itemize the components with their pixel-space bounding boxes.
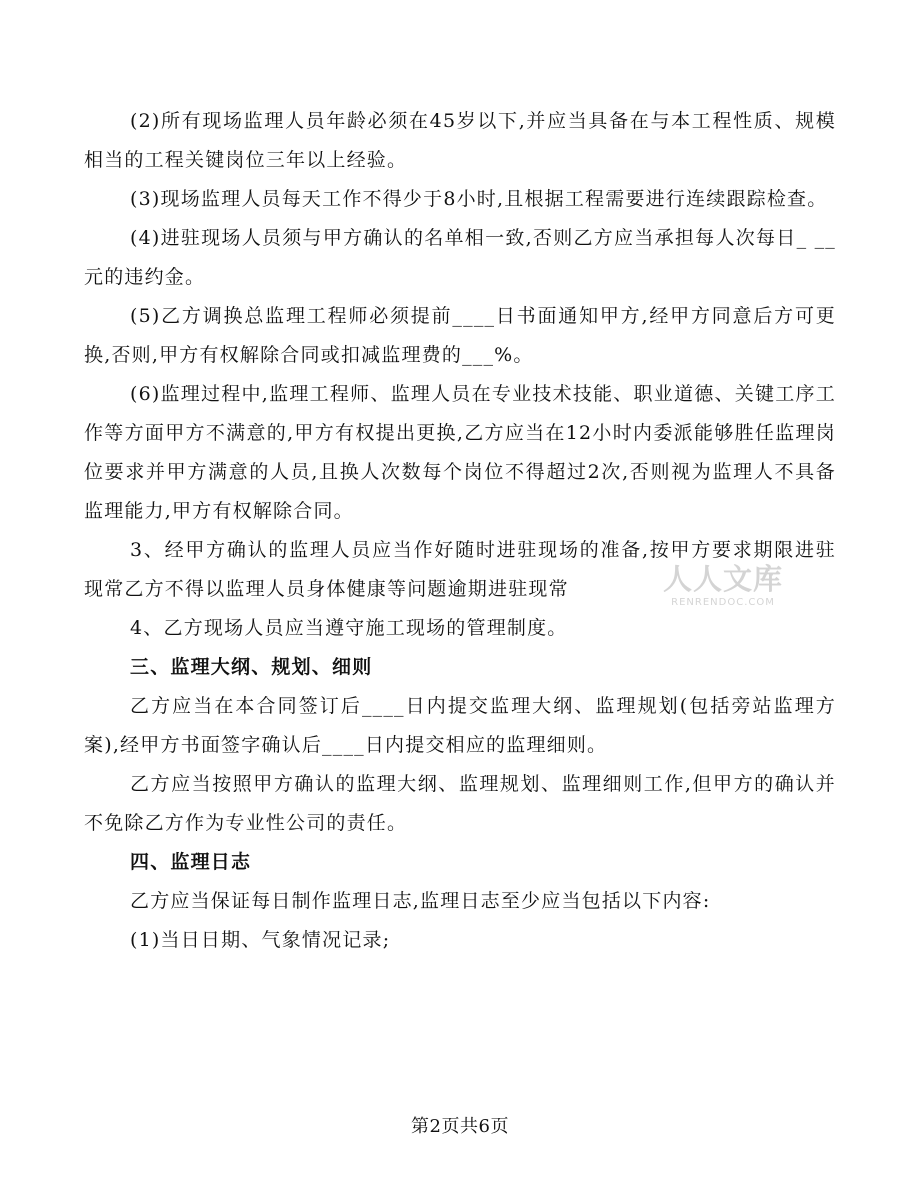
paragraph-outline-submission: 乙方应当在本合同签订后____日内提交监理大纲、监理规划(包括旁站监理方案),经甲方书面签字确认后____日内提交相应的监理细则。 xyxy=(84,695,836,756)
watermark-subtitle: RENRENDOC.COM xyxy=(671,597,775,608)
paragraph-item-6: (6)监理过程中,监理工程师、监理人员在专业技术技能、职业道德、关键工序工作等方面甲方不满意的,甲方有权提出更换,乙方应当在12小时内委派能够胜任监理岗位要求并甲方满意的人员,且换人次数每个岗位不得超过2次,否则视为监理人不具备监理能力,甲方有权解除合同。 xyxy=(84,383,836,522)
paragraph-log-intro: 乙方应当保证每日制作监理日志,监理日志至少应当包括以下内容: xyxy=(130,890,711,912)
paragraph-item-4: (4)进驻现场人员须与甲方确认的名单相一致,否则乙方应当承担每人次每日_ __元的违约金。 xyxy=(84,227,836,288)
paragraph-section-3: 3、经甲方确认的监理人员应当作好随时进驻现场的准备,按甲方要求期限进驻现常乙方不得以监理人员身体健康等问题逾期进驻现常 xyxy=(84,539,836,600)
paragraph-item-3: (3)现场监理人员每天工作不得少于8小时,且根据工程需要进行连续跟踪检查。 xyxy=(130,188,828,210)
paragraph-outline-compliance: 乙方应当按照甲方确认的监理大纲、监理规划、监理细则工作,但甲方的确认并不免除乙方作为专业性公司的责任。 xyxy=(84,773,836,834)
paragraph-item-2: (2)所有现场监理人员年龄必须在45岁以下,并应当具备在与本工程性质、规模相当的工程关键岗位三年以上经验。 xyxy=(84,110,836,171)
section-heading-outline: 三、监理大纲、规划、细则 xyxy=(130,656,373,678)
section-heading-log: 四、监理日志 xyxy=(130,851,252,873)
paragraph-log-item-1: (1)当日日期、气象情况记录; xyxy=(130,929,391,951)
page-number: 第2页共6页 xyxy=(411,1116,509,1137)
paragraph-section-4: 4、乙方现场人员应当遵守施工现场的管理制度。 xyxy=(130,617,568,639)
watermark-title: 人人文库 xyxy=(662,562,783,596)
document-body xyxy=(84,102,836,960)
paragraph-item-5: (5)乙方调换总监理工程师必须提前____日书面通知甲方,经甲方同意后方可更换,否则,甲方有权解除合同或扣减监理费的___%。 xyxy=(84,305,836,366)
